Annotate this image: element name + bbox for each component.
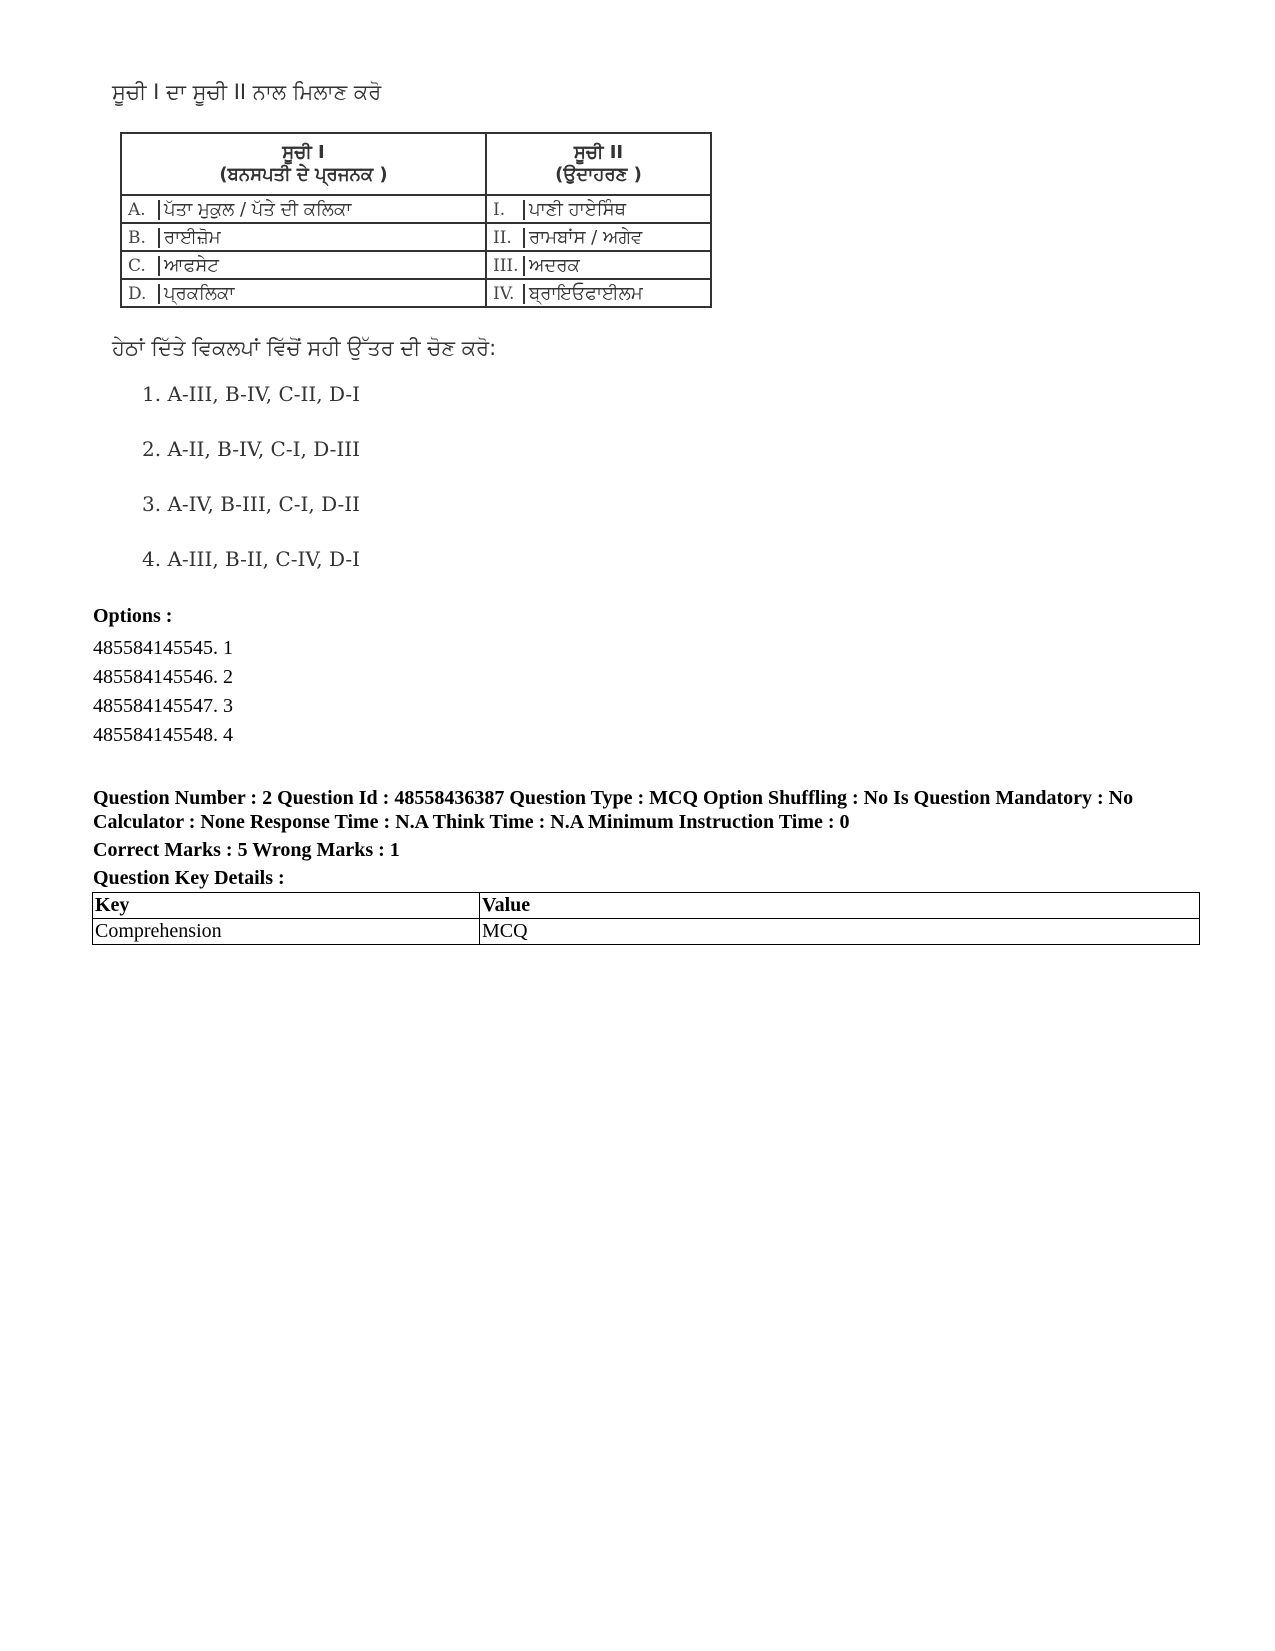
list2-header <box>486 133 711 195</box>
list1-subtitle: (ਬਨਸਪਤੀ ਦੇ ਪ੍ਰਜਨਕ ) <box>219 164 388 185</box>
list1-item: ਆਫਸੇਟ <box>164 254 219 276</box>
key-details-table <box>92 892 1200 945</box>
key-table-header <box>93 893 1200 919</box>
list1-label: B. <box>128 228 160 248</box>
choice-item: 3. A-IV, B-III, C-I, D-II <box>142 492 361 516</box>
question-meta-line2: Calculator : None Response Time : N.A Think Time : N.A Minimum Instruction Time : 0 <box>93 811 850 833</box>
list1-label: C. <box>128 256 160 276</box>
option-item: 485584145547. 3 <box>93 695 233 717</box>
options-label: Options : <box>93 605 173 627</box>
list1-label: D. <box>128 284 160 304</box>
list2-item: ਰਾਮਬਾਂਸ / ਅਗੇਵ <box>529 226 643 248</box>
list2-label: IV. <box>493 284 525 304</box>
value-header: Value <box>480 893 1200 919</box>
list2-item: ਅਦਰਕ <box>529 254 580 276</box>
list2-subtitle: (ਉਦਾਹਰਣ ) <box>555 164 642 185</box>
key-details-label: Question Key Details : <box>93 867 285 889</box>
option-item: 485584145548. 4 <box>93 724 233 746</box>
list2-label: II. <box>493 228 525 248</box>
list2-label: I. <box>493 200 525 220</box>
list2-label: III. <box>493 256 525 276</box>
list2-item: ਬ੍ਰਾਇਓਫਾਈਲਮ <box>529 282 643 304</box>
choice-item: 4. A-III, B-II, C-IV, D-I <box>142 547 361 571</box>
list1-item: ਪ੍ਰਕਲਿਕਾ <box>164 282 235 304</box>
match-row <box>121 279 711 307</box>
table-row <box>93 919 1200 945</box>
list2-item: ਪਾਣੀ ਹਾਏਸਿੰਥ <box>529 198 626 220</box>
key-header: Key <box>93 893 480 919</box>
list1-title: ਸੂਚੀ I <box>282 142 325 163</box>
question-intro: ਸੂਚੀ I ਦਾ ਸੂਚੀ II ਨਾਲ ਮਿਲਾਣ ਕਰੋ <box>112 80 382 104</box>
choice-item: 1. A-III, B-IV, C-II, D-I <box>142 382 361 406</box>
choice-list <box>142 381 732 601</box>
list1-label: A. <box>128 200 160 220</box>
match-table <box>120 132 712 308</box>
key-cell: Comprehension <box>93 919 480 945</box>
list1-item: ਰਾਈਜ਼ੋਮ <box>164 226 221 248</box>
question-prompt: ਹੇਠਾਂ ਦਿੱਤੇ ਵਿਕਲਪਾਂ ਵਿੱਚੋਂ ਸਹੀ ਉੱਤਰ ਦੀ ਚੋਣ ਕਰੋ: <box>112 336 497 360</box>
match-row <box>121 223 711 251</box>
value-cell: MCQ <box>480 919 1200 945</box>
list1-header <box>121 133 486 195</box>
question-image <box>112 78 732 601</box>
choice-item: 2. A-II, B-IV, C-I, D-III <box>142 437 361 461</box>
match-row <box>121 195 711 223</box>
match-row <box>121 251 711 279</box>
list1-item: ਪੱਤਾ ਮੁਕੁਲ / ਪੱਤੇ ਦੀ ਕਲਿਕਾ <box>164 198 352 220</box>
option-item: 485584145546. 2 <box>93 666 233 688</box>
option-item: 485584145545. 1 <box>93 637 233 659</box>
options-list <box>93 634 233 750</box>
question-meta-line1: Question Number : 2 Question Id : 48558436387 Question Type : MCQ Option Shuffling : No Is Question Mandatory : No <box>93 787 1134 809</box>
list2-title: ਸੂਚੀ II <box>573 142 624 163</box>
marks-line: Correct Marks : 5 Wrong Marks : 1 <box>93 839 400 861</box>
